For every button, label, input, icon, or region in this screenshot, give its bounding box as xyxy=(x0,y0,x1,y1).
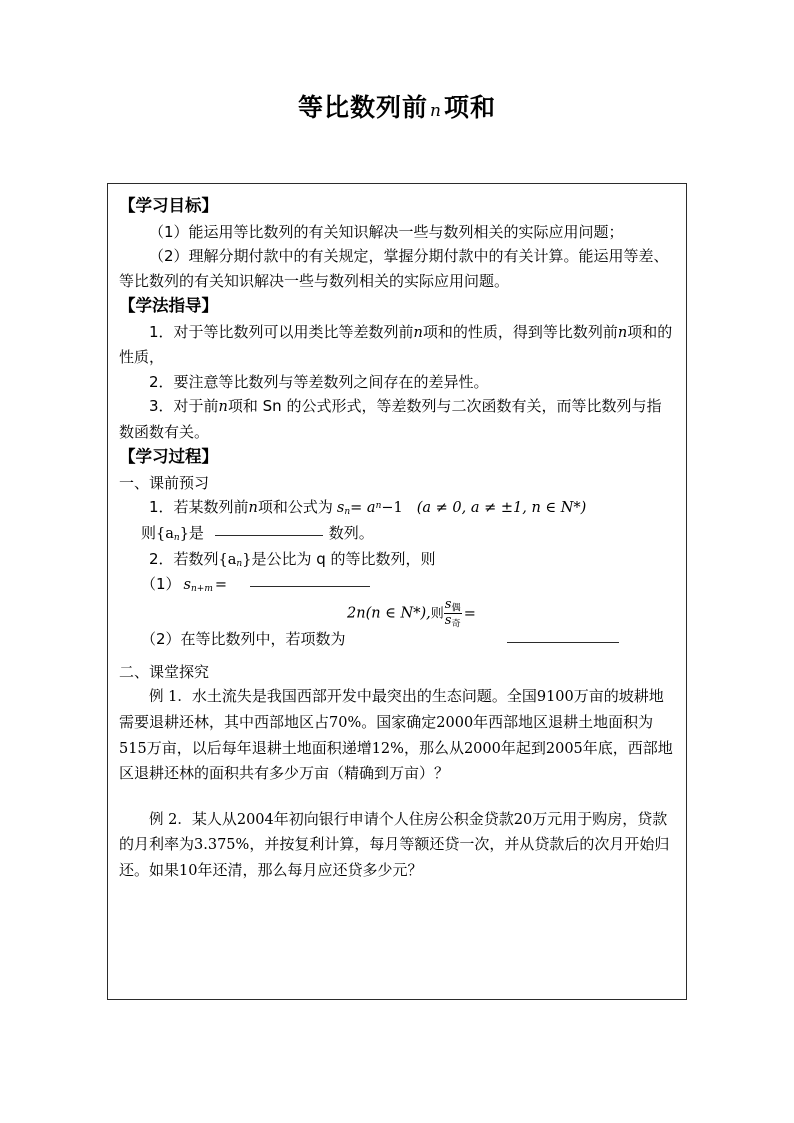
guidance-item-3-part2: 项和 Sn 的公式形式，等差数列与二次函数有关，而等比数列与指数函数有关。 xyxy=(119,397,662,441)
guidance-item-2: 2．要注意等比数列与等差数列之间存在的差异性。 xyxy=(149,372,489,391)
guidance-item-1-var2: n xyxy=(617,324,628,341)
example-1-value-1: 9100 xyxy=(536,689,574,706)
guidance-heading: 【学法指导】 xyxy=(119,296,218,316)
preview-q2-sub2-math-pre: 2n(n ∈ N*), xyxy=(347,605,431,622)
preview-q2-sub2-fraction: $\frac{s_偶}{s_奇}$ xyxy=(444,596,461,630)
preview-q1-line2-end: 数列。 xyxy=(328,524,374,543)
preview-heading: 一、课前预习 xyxy=(119,474,210,493)
example-1-value-6: 2000 xyxy=(463,740,501,757)
page-title-prefix: 等比数列前 xyxy=(298,93,429,122)
example-2-value-3: 3.375% xyxy=(194,837,250,854)
example-2-value-2: 20 xyxy=(513,811,533,828)
exploration-heading: 二、课堂探究 xyxy=(119,662,210,681)
preview-question-2-sub1 xyxy=(119,572,675,598)
preview-q2-lead-pre: 2．若数列 xyxy=(149,549,219,568)
example-2-text-c: 万元用于购房，贷款的月利率为 xyxy=(119,809,668,854)
page-title-variable: n xyxy=(430,101,442,121)
preview-q2-sub2-equals: = xyxy=(463,605,476,622)
preview-question-1 xyxy=(119,495,675,521)
preview-q2-sub1-equals: = xyxy=(214,577,227,594)
preview-q1-var: n xyxy=(248,500,258,517)
example-2-value-4: 10 xyxy=(179,862,198,879)
example-2-text-e: 年还清，那么每月应还贷多少元？ xyxy=(197,860,423,879)
example-2-text-d: ，并按复利计算，每月等额还贷一次，并从贷款后的次月开始归还。如果 xyxy=(119,835,670,879)
content-box xyxy=(107,183,687,1000)
example-1-value-5: 12% xyxy=(371,740,404,757)
example-1-text-c: 。国家确定 xyxy=(361,713,437,732)
preview-q2-sub2-label: （2）在等比数列中，若项数为 xyxy=(141,629,346,648)
example-2-label: 例 2． xyxy=(149,811,192,828)
example-spacer xyxy=(119,786,675,807)
example-1 xyxy=(119,684,675,785)
example-2 xyxy=(119,807,675,884)
preview-q1-lead2: 项和公式为 xyxy=(257,498,333,517)
example-1-label: 例 1． xyxy=(149,689,192,706)
example-1-text-b: 万亩的坡耕地需要退耕还林，其中西部地区占 xyxy=(119,687,664,732)
preview-q2-sub2-ze: 则 xyxy=(430,606,444,622)
example-1-value-7: 2005 xyxy=(545,740,583,757)
guidance-item-1-var1: n xyxy=(413,324,423,341)
example-1-value-3: 2000 xyxy=(436,715,474,732)
preview-q1-lead: 1．若某数列前 xyxy=(149,498,249,517)
page-title-suffix: 项和 xyxy=(443,93,496,122)
example-1-text-f: ，那么从 xyxy=(403,738,464,757)
preview-q2-sub1-label: （1） xyxy=(141,575,181,594)
preview-question-1-line2 xyxy=(119,521,675,547)
preview-q2-sequence: $\{a_n\}$ xyxy=(218,551,252,569)
example-2-text-a: 某人从 xyxy=(191,809,237,828)
guidance-item-3-part1: 3．对于前 xyxy=(149,397,219,416)
objectives-item-1: （1）能运用等比数列的有关知识解决一些与数列相关的实际应用问题； xyxy=(149,222,624,241)
page-title xyxy=(0,88,794,124)
preview-question-2-sub2 xyxy=(119,598,675,660)
example-1-text-a: 水土流失是我国西部开发中最突出的生态问题。全国 xyxy=(191,687,537,706)
preview-q2-sub1-answer-blank[interactable] xyxy=(250,586,370,587)
guidance-item-1-part3: 项和的性质， xyxy=(119,322,673,367)
example-1-text-e: 万亩，以后每年退耕土地面积递增 xyxy=(146,738,372,757)
example-2-text-b: 年初向银行申请个人住房公积金贷款 xyxy=(273,809,514,828)
example-2-value-1: 2004 xyxy=(236,811,274,828)
preview-q1-condition: (a ≠ 0, a ≠ ±1, n ∈ N*) xyxy=(416,500,587,517)
preview-q1-sequence: $\{a_n\}$ xyxy=(156,526,189,544)
example-1-value-2: 70% xyxy=(329,715,362,732)
guidance-item-1-part1: 1．对于等比数列可以用类比等差数列前 xyxy=(149,322,414,341)
guidance-item-1 xyxy=(119,320,675,370)
example-1-text-g: 年起到 xyxy=(500,738,546,757)
example-1-text-h: 年底，西部地区退耕还林的面积共有多少万亩（精确到万亩）？ xyxy=(119,738,673,783)
preview-q1-answer-blank[interactable] xyxy=(215,535,323,536)
preview-q1-line2-mid: 是 xyxy=(188,524,204,543)
guidance-item-3-var1: n xyxy=(218,399,228,416)
process-heading: 【学习过程】 xyxy=(119,447,218,467)
objectives-item-2: （2）理解分期付款中的有关规定，掌握分期付款中的有关计算。能运用等差、等比数列的有关知识解决一些与数列相关的实际应用问题。 xyxy=(119,247,669,290)
example-1-value-4: 515 xyxy=(119,740,147,757)
preview-q2-sub2-answer-blank[interactable] xyxy=(507,642,619,643)
preview-q2-sub1-symbol: $s_{n+m}$ xyxy=(183,577,213,595)
preview-question-2 xyxy=(119,547,675,573)
preview-q2-lead-post: 是公比为 q 的等比数列，则 xyxy=(251,549,436,568)
preview-q2-sub2-math xyxy=(347,598,476,629)
example-1-text-d: 年西部地区退耕土地面积为 xyxy=(473,713,654,732)
guidance-item-1-part2: 项和的性质，得到等比数列前 xyxy=(422,322,618,341)
guidance-item-3 xyxy=(119,394,675,444)
objectives-heading: 【学习目标】 xyxy=(119,196,218,215)
preview-q1-line2-pre: 则 xyxy=(141,524,157,543)
preview-q1-formula: $s_n= a^n-1$ xyxy=(336,500,403,518)
